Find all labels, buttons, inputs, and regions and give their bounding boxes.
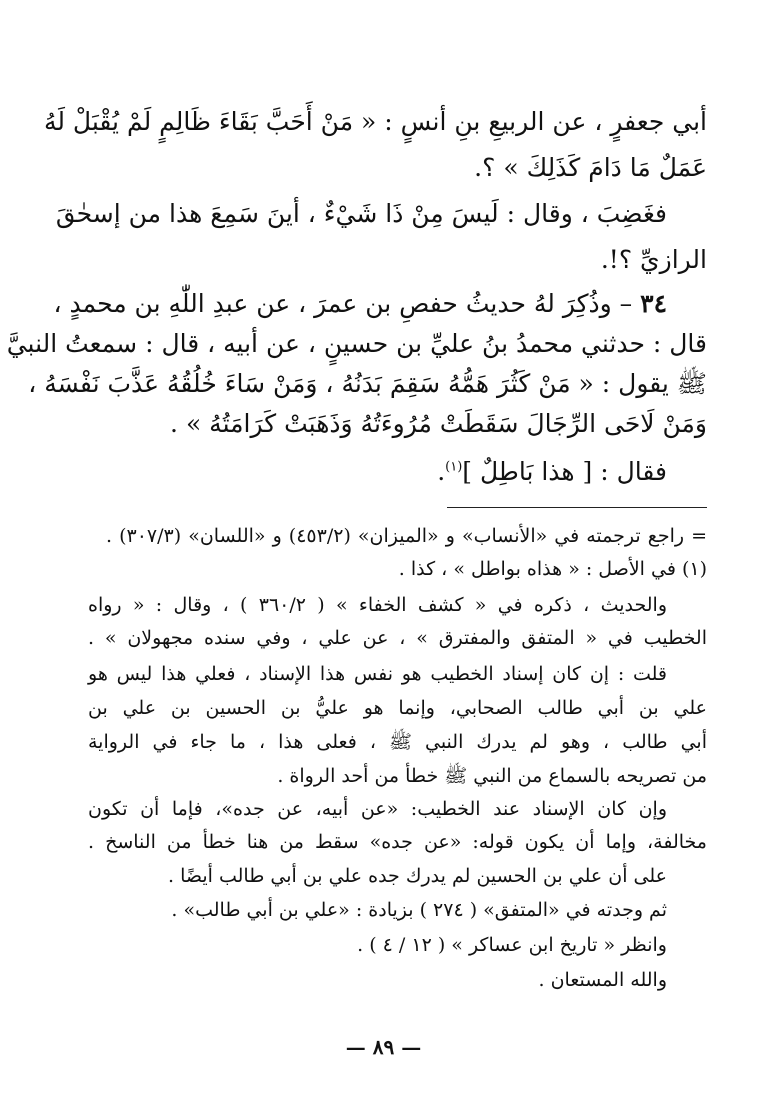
footnote-line-9: وإن كان الإسناد عند الخطيب: «عن أبيه، عن جده»، فإما أن تكون [88,798,667,820]
page-number: — ٨٩ — [345,1035,422,1059]
main-text-line-7: ﷺ يقول : « مَنْ كَثُرَ هَمُّهُ سَقِمَ بَدَنُهُ ، وَمَنْ سَاءَ خُلُقُهُ عَذَّبَ نَفْسَهُ ، [28,369,707,398]
footnote-ref-1: (١) [445,459,463,475]
main-text-line-3: فغَضِبَ ، وقال : لَيسَ مِنْ ذَا شَيْءٌ ، أينَ سَمِعَ هذا من إسحٰقَ [55,199,667,228]
footnote-line-6: علي بن أبي طالب الصحابي، وإنما هو عليُّ بن الحسين بن علي بن [88,697,707,719]
footnote-separator [447,507,707,508]
footnote-line-5: قلت : إن كان إسناد الخطيب هو نفس هذا الإسناد ، فعلي هذا ليس هو [88,663,667,685]
verdict-text: فقال : [ هذا بَاطِلٌ ] [462,457,667,486]
footnote-line-14: والله المستعان . [538,969,667,991]
footnote-line-8: من تصريحه بالسماع من النبي ﷺ خطأ من أحد الرواة . [277,765,707,787]
entry-34-line-1 [53,286,667,322]
footnote-line-11: على أن علي بن الحسين لم يدرك جده علي بن أبي طالب أيضًا . [168,865,667,887]
main-text-line-4: الرازيِّ ؟!. [600,245,707,274]
main-text-line-2: عَمَلٌ مَا دَامَ كَذَلِكَ » ؟. [474,153,707,182]
footnote-line-2: (١) في الأصل : « هذاه بواطل » ، كذا . [398,558,707,580]
footnote-line-13: وانظر « تاريخ ابن عساكر » ( ١٢ / ٤ ) . [357,934,667,956]
main-text-line-6: قال : حدثني محمدُ بنُ عليِّ بن حسينٍ ، عن أبيه ، قال : سمعتُ النبيَّ [6,329,707,358]
footnote-line-3: والحديث ، ذكره في « كشف الخفاء » ( ٣٦٠/٢ ) ، وقال : « رواه [88,594,667,616]
footnote-line-10: مخالفة، وإما أن يكون قوله: «عن جده» سقط من هنا خطأ من الناسخ . [88,831,707,853]
verdict-end: . [437,457,446,486]
entry-34-text: – وذُكِرَ لهُ حديثُ حفصِ بن عمرَ ، عن عبدِ اللّٰهِ بن محمدٍ ، [53,289,633,318]
footnote-line-12: ثم وجدته في «المتفق» ( ٢٧٤ ) بزيادة : «علي بن أبي طالب» . [171,899,667,921]
verdict-line [88,454,667,490]
footnote-line-7: أبي طالب ، وهو لم يدرك النبي ﷺ ، فعلى هذا ، ما جاء في الرواية [88,731,707,753]
main-text-line-1: أبي جعفرٍ ، عن الربيعِ بنِ أنسٍ : « مَنْ أَحَبَّ بَقَاءَ ظَالِمٍ لَمْ يُقْبَلْ لَهُ [43,107,707,136]
entry-number: ٣٤ [640,289,667,318]
footnote-line-4: الخطيب في « المتفق والمفترق » ، عن علي ، وفي سنده مجهولان » . [88,627,707,649]
footnote-line-1: = راجع ترجمته في «الأنساب» و «الميزان» (٤٥٣/٢) و «اللسان» (٣٠٧/٣) . [106,525,708,547]
main-text-line-8: وَمَنْ لَاحَى الرِّجَالَ سَقَطَتْ مُرُوءَتُهُ وَذَهَبَتْ كَرَامَتُهُ » . [170,409,707,438]
